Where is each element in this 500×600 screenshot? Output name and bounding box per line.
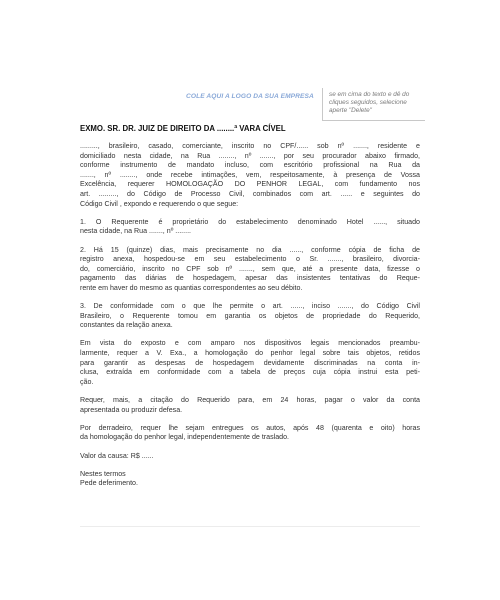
instructions-line: cliques seguidos, selecione	[329, 99, 407, 107]
paragraph-clause-2	[80, 246, 420, 294]
text-line: rente em haver do mesmo as quantias correspondentes ao seu débito.	[80, 283, 303, 292]
text-line: Em vista do exposto e com amparo nos dispositivos legais mencionados preambu-	[80, 339, 420, 348]
text-line: larmente, requer a V. Exa., a homologação do penhor legal sobre tais objetos, retidos	[80, 349, 420, 358]
text-line: art. ........., do Código de Processo Civil, combinados com art. ...... e seguintes do	[80, 189, 420, 198]
paragraph-clause-3	[80, 302, 420, 331]
text-line: 2. Há 15 (quinze) dias, mais precisamente no dia ......, conforme cópia de ficha de	[80, 245, 420, 254]
text-line: 1. O Requerente é proprietário do estabelecimento denominado Hotel ......, situado	[80, 217, 420, 226]
paragraph-intro	[80, 142, 420, 209]
paragraph-clause-1	[80, 218, 420, 237]
paragraph-citation	[80, 396, 420, 415]
text-line: Valor da causa: R$ ......	[80, 451, 154, 460]
text-line: Requer, mais, a citação do Requerido para, em 24 horas, pagar o valor da conta	[80, 396, 420, 405]
text-line: ........., brasileiro, casado, comerciante, inscrito no CPF/...... sob nº ......., residente e	[80, 142, 420, 150]
text-line: nesta cidade, na Rua ......., nº ........	[80, 227, 192, 236]
text-line: clusa, extraída em conformidade com a tabela de preços cuja cópia instrui esta peti-	[80, 368, 420, 377]
text-line: Código Civil , expondo e requerendo o que segue:	[80, 199, 239, 208]
instructions-text	[329, 91, 425, 116]
paragraph-closing	[80, 470, 420, 489]
page-bottom-divider	[80, 526, 420, 527]
paragraph-final-request	[80, 424, 420, 443]
logo-placeholder[interactable]: COLE AQUI A LOGO DA SUA EMPRESA	[186, 93, 314, 100]
text-line: Pede deferimento.	[80, 479, 138, 488]
text-line: ......., nº ........, onde recebe intimações, vem, respeitosamente, à presença de Vossa	[80, 170, 420, 179]
text-line: registro anexa, hospedou-se em seu estabelecimento o Sr. ......., brasileiro, divorcia-	[80, 255, 420, 264]
text-line: pagamento das diárias de hospedagem, apesar das insistentes tentativas do Reque-	[80, 274, 420, 283]
instructions-line: aperte "Delete"	[329, 107, 372, 115]
text-line: Brasileiro, o Requerente tomou em garantia os objetos de propriedade do Requerido,	[80, 311, 420, 320]
text-line: Excelência, requerer HOMOLOGAÇÃO DO PENHOR LEGAL, com fundamento nos	[80, 180, 420, 189]
text-line: Nestes termos	[80, 469, 126, 478]
text-line: do, comerciário, inscrito no CPF sob nº ......., sem que, até a presente data, fizesse o	[80, 264, 420, 273]
paragraph-request	[80, 339, 420, 387]
instructions-line: se em cima do texto e dê do	[329, 91, 410, 98]
document-body	[80, 142, 420, 489]
instructions-box	[322, 88, 425, 121]
paragraph-claim-value	[80, 452, 420, 462]
text-line: para garantir as despesas de hospedagem devidamente discriminadas na conta in-	[80, 358, 420, 367]
text-line: da homologação do penhor legal, independentemente de traslado.	[80, 433, 290, 442]
text-line: 3. De conformidade com o que lhe permite o art. ......, inciso ......., do Código Civil	[80, 302, 420, 311]
text-line: Por derradeiro, requer lhe sejam entregues os autos, após 48 (quarenta e oito) horas	[80, 423, 420, 432]
document-heading: EXMO. SR. DR. JUIZ DE DIREITO DA ........ª VARA CÍVEL	[80, 124, 286, 133]
text-line: constantes da relação anexa.	[80, 321, 173, 330]
text-line: ção.	[80, 377, 94, 386]
text-line: domiciliado nesta cidade, na Rua ........, nº ......., por seu procurador abaixo firmado,	[80, 151, 420, 160]
text-line: apresentada ou produzir defesa.	[80, 405, 183, 414]
text-line: conforme instrumento de mandato incluso, com escritório profissional na Rua da	[80, 161, 420, 170]
